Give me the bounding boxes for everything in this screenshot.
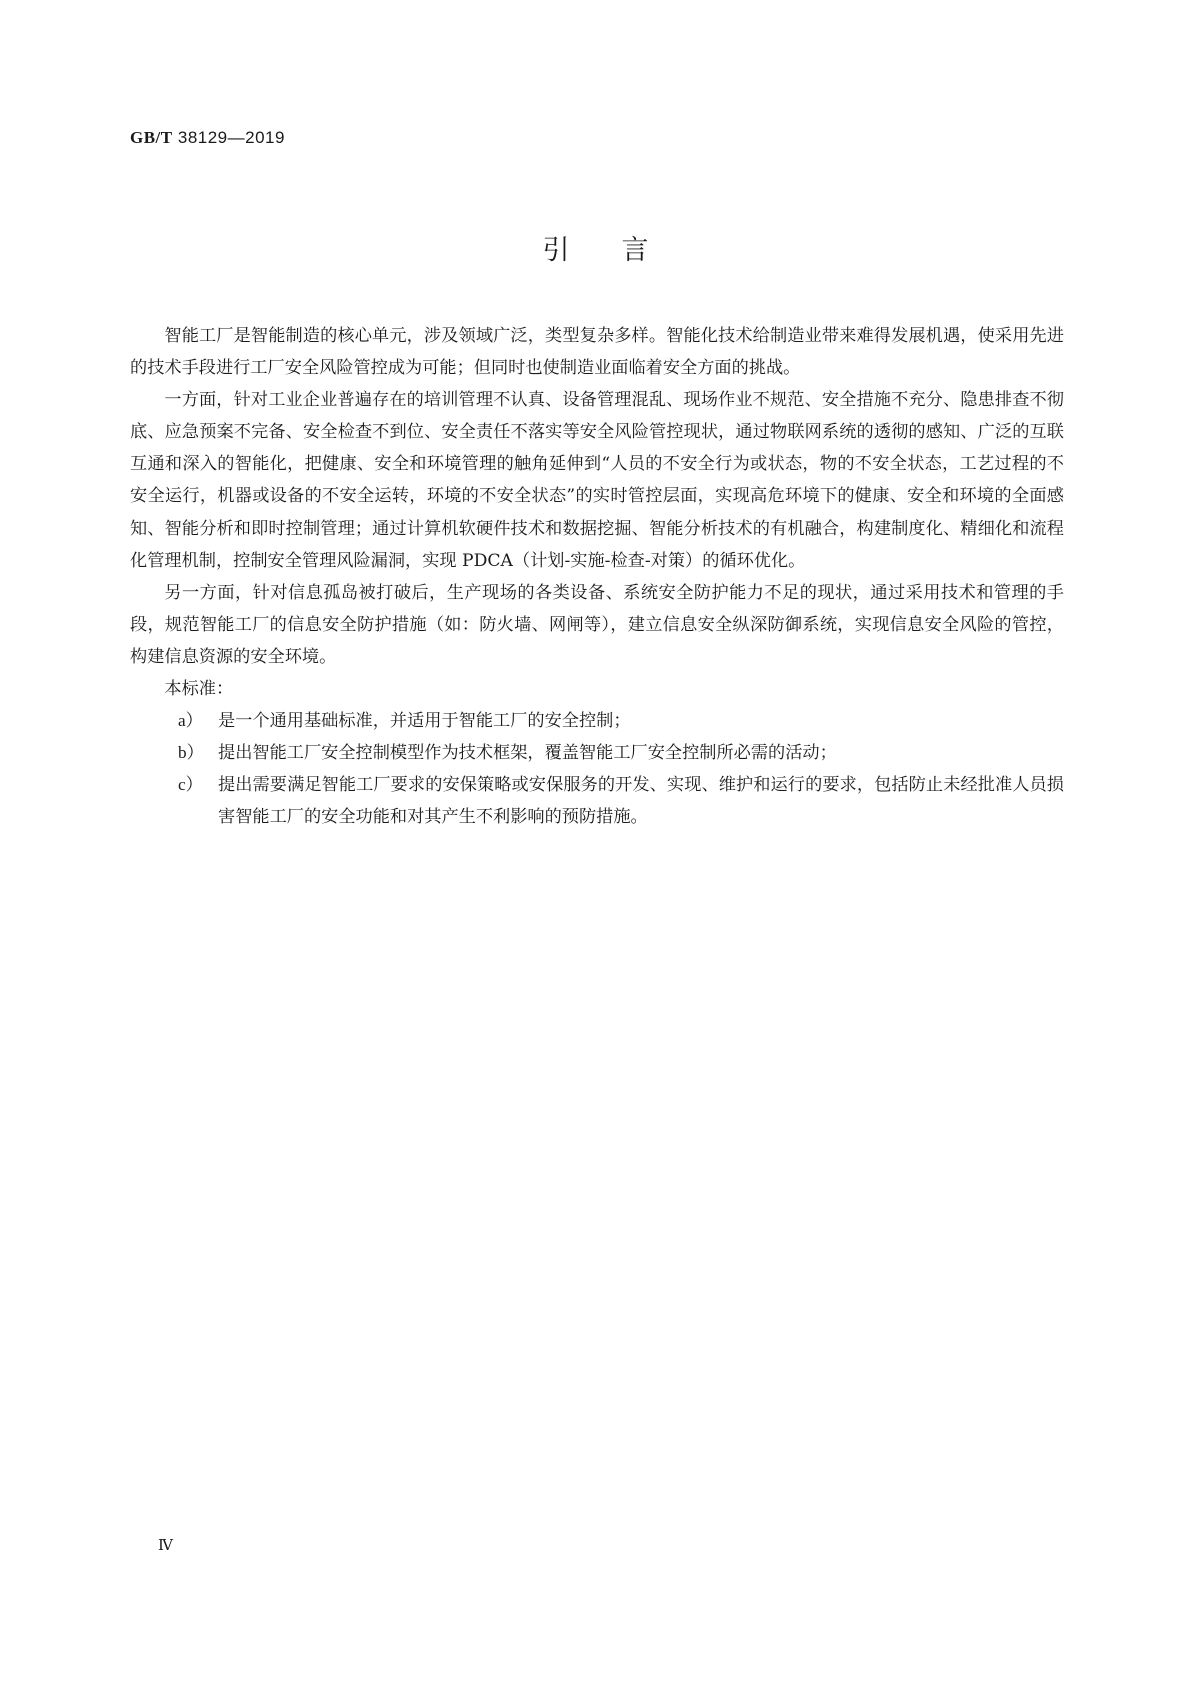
list-text: 提出需要满足智能工厂要求的安保策略或安保服务的开发、实现、维护和运行的要求，包括防止未经批准人员损害智能工厂的安全功能和对其产生不利影响的预防措施。 [218,775,1064,828]
list-item [130,737,1064,769]
standard-code: GB/T [130,128,173,147]
list-marker: c） [178,775,203,795]
paragraph-safety-management: 一方面，针对工业企业普遍存在的培训管理不认真、设备管理混乱、现场作业不规范、安全措施不充分、隐患排查不彻底、应急预案不完备、安全检查不到位、安全责任不落实等安全风险管控现状，通过物联网系统的透彻的感知、广泛的互联互通和深入的智能化，把健康、安全和环境管理的触角延伸到“人员的不安全行为或状态，物的不安全状态，工艺过程的不安全运行，机器或设备的不安全运转，环境的不安全状态”的实时管控层面，实现高危环境下的健康、安全和环境的全面感知、智能分析和即时控制管理；通过计算机软硬件技术和数据挖掘、智能分析技术的有机融合，构建制度化、精细化和流程化管理机制，控制安全管理风险漏洞，实现 PDCA（计划-实施-检查-对策）的循环优化。 [130,390,1064,571]
list-marker: a） [178,711,203,731]
section-title: 引言 [542,235,701,266]
list-item [130,705,1064,737]
list-text: 提出智能工厂安全控制模型作为技术框架，覆盖智能工厂安全控制所必需的活动； [218,743,837,764]
standard-number: 38129—2019 [177,128,285,147]
list-marker: b） [178,743,204,763]
page-number: Ⅳ [158,1538,173,1554]
document-body [130,320,1064,834]
paragraph-standard-lead: 本标准： [164,679,234,700]
paragraph-intro: 智能工厂是智能制造的核心单元，涉及领域广泛，类型复杂多样。智能化技术给制造业带来难得发展机遇，使采用先进的技术手段进行工厂安全风险管控成为可能；但同时也使制造业面临着安全方面的挑战。 [130,326,1064,379]
list-item [130,769,1064,833]
list-text: 是一个通用基础标准，并适用于智能工厂的安全控制； [218,711,631,732]
paragraph-information-security: 另一方面，针对信息孤岛被打破后，生产现场的各类设备、系统安全防护能力不足的现状，通过采用技术和管理的手段，规范智能工厂的信息安全防护措施（如：防火墙、网闸等），建立信息安全纵深防御系统，实现信息安全风险的管控，构建信息资源的安全环境。 [130,582,1064,667]
standard-header [130,128,285,148]
